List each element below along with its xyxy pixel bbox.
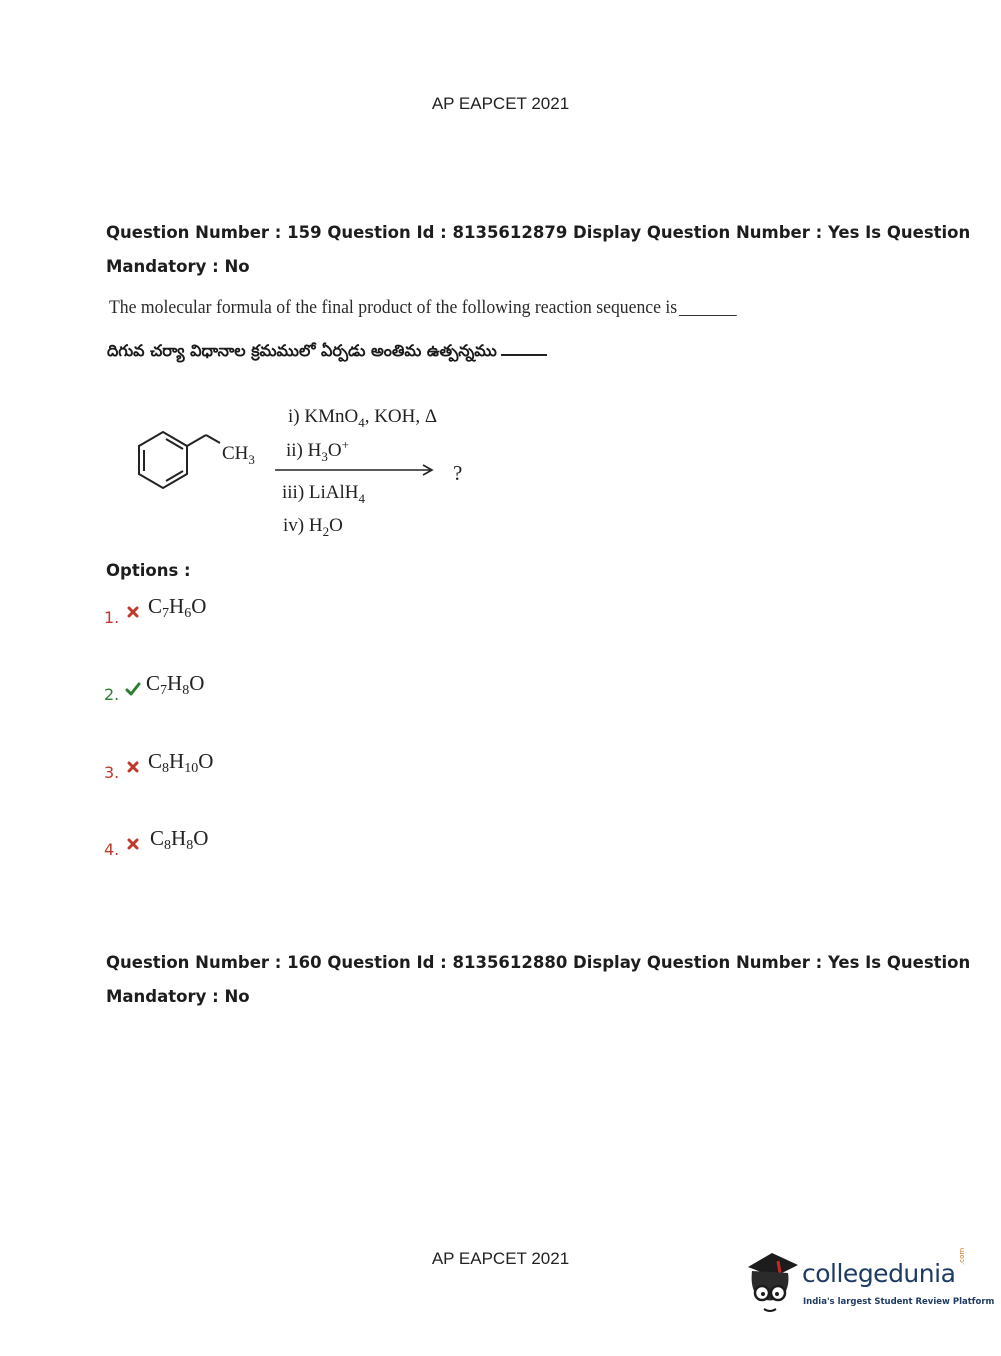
question-meta-line: Question Number : 160 Question Id : 8135612880 Display Question Number : Yes Is Question [106,953,971,972]
mascot-icon [742,1249,802,1319]
option-formula: $C_7H_6O$ [148,594,207,621]
option-number: 1. [104,608,120,627]
wrong-cross-icon [125,604,141,620]
wrong-cross-icon [125,759,141,775]
collegedunia-logo[interactable] [742,1247,995,1319]
product-question-mark: ? [453,461,463,485]
reagent-step-1: i) KMnO$_4$, KOH, Δ [288,406,438,430]
page-footer: AP EAPCET 2021 [431,1249,570,1268]
question-meta-line: Mandatory : No [106,987,250,1006]
wrong-cross-icon [125,836,141,852]
logo-wordmark: collegedunia [802,1259,956,1288]
benzene-ring [139,432,220,488]
answer-blank [501,354,547,356]
methyl-label: $CH_3$ [222,443,255,467]
option-formula: $C_8H_8O$ [150,826,209,853]
reagent-step-2: ii) $H_3O^+$ [286,437,349,464]
question-stem-text: The molecular formula of the final product of the following reaction sequence is [109,297,678,318]
option-number: 4. [104,840,120,859]
options-label: Options : [106,561,191,580]
reagent-step-4: iv) $H_2O$ [283,515,343,539]
option-number: 2. [104,685,120,704]
question-meta-160 [106,946,971,1014]
option-formula: $C_7H_8O$ [146,671,205,698]
option-number: 3. [104,763,120,782]
question-meta-line: Mandatory : No [106,257,250,276]
correct-check-icon [125,681,141,697]
question-meta-159 [106,216,971,284]
question-stem-english [109,297,737,319]
reaction-arrow [275,465,432,475]
question-stem-telugu [107,341,547,364]
question-meta-line: Question Number : 159 Question Id : 8135612879 Display Question Number : Yes Is Question [106,223,971,242]
answer-blank [679,315,737,316]
reaction-scheme [130,395,490,545]
reagent-step-3: iii) LiAlH$_4$ [282,482,366,506]
option-formula: $C_8H_{10}O$ [148,749,214,776]
question-stem-text: దిగువ చర్యా విధానాల క్రమములో ఏర్పడు అంతిమ ఉత్పన్నము [107,341,497,360]
page-header: AP EAPCET 2021 [431,94,570,113]
logo-tagline: India's largest Student Review Platform [803,1297,995,1307]
logo-suffix: .com [958,1247,966,1265]
